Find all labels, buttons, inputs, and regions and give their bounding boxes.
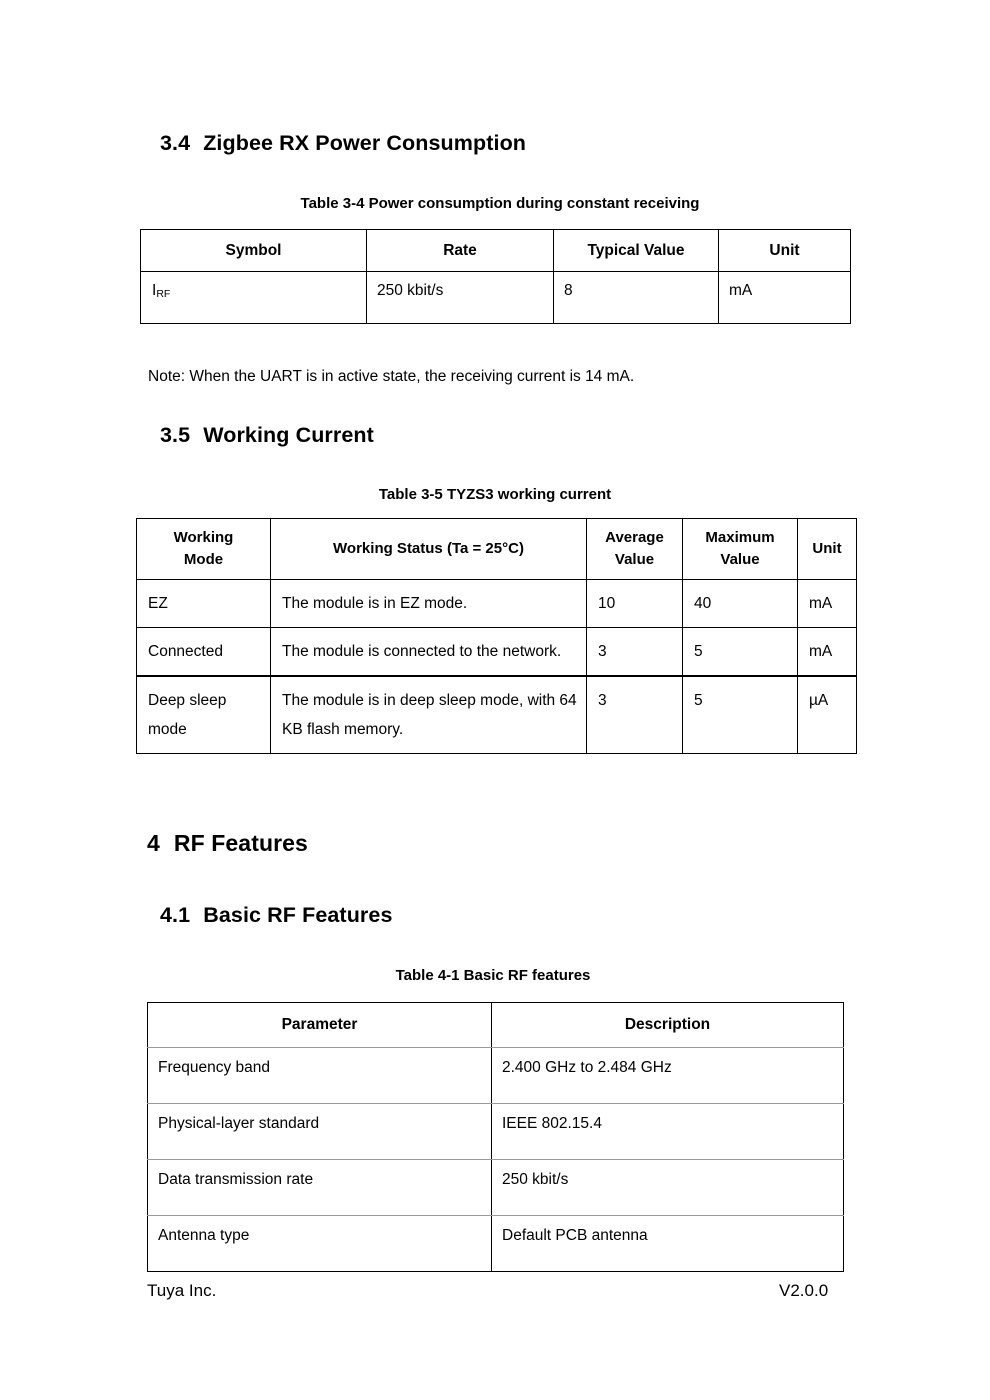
- heading-3-4-title: Zigbee RX Power Consumption: [203, 131, 527, 155]
- cell-working-mode: Connected: [137, 628, 271, 677]
- cell-description: 2.400 GHz to 2.484 GHz: [492, 1048, 844, 1104]
- cell-unit: mA: [798, 628, 857, 677]
- heading-4-number: 4: [147, 830, 160, 856]
- th-working-status: Working Status (Ta = 25°C): [271, 519, 587, 580]
- heading-4-title: RF Features: [173, 830, 308, 856]
- cell-parameter: Data transmission rate: [148, 1160, 492, 1216]
- caption-table-3-5: Table 3-5 TYZS3 working current: [378, 486, 612, 503]
- th-description: Description: [492, 1003, 844, 1048]
- th-average-line1: Average: [605, 529, 664, 546]
- cell-working-status: The module is in deep sleep mode, with 64 KB flash memory.: [271, 676, 587, 754]
- table-row: [148, 1160, 844, 1216]
- cell-working-mode: Deep sleep mode: [137, 676, 271, 754]
- cell-average-value: 10: [587, 580, 683, 628]
- table-row-header: [148, 1003, 844, 1048]
- symbol-base: I: [152, 282, 157, 299]
- cell-typical-value: 8: [554, 272, 719, 324]
- symbol-subscript: RF: [156, 288, 171, 301]
- cell-average-value: 3: [587, 676, 683, 754]
- th-maximum-value: [683, 519, 798, 580]
- cell-parameter: Physical-layer standard: [148, 1104, 492, 1160]
- cell-maximum-value: 5: [683, 676, 798, 754]
- table-row: [148, 1104, 844, 1160]
- note-uart-active: Note: When the UART is in active state, the receiving current is 14 mA.: [148, 368, 635, 385]
- th-rate: Rate: [367, 230, 554, 272]
- th-maximum-line2: Value: [720, 551, 760, 568]
- th-average-line2: Value: [614, 551, 655, 568]
- cell-maximum-value: 40: [683, 580, 798, 628]
- table-row: [148, 1048, 844, 1104]
- cell-unit: µA: [798, 676, 857, 754]
- heading-3-5-title: Working Current: [203, 423, 374, 447]
- table-row: [148, 1216, 844, 1272]
- table-4-1: [147, 1002, 844, 1272]
- th-maximum-line1: Maximum: [705, 529, 775, 546]
- table-row: [137, 676, 857, 754]
- cell-description: 250 kbit/s: [492, 1160, 844, 1216]
- table-3-5: [136, 518, 857, 754]
- cell-parameter: Antenna type: [148, 1216, 492, 1272]
- heading-3-4: [160, 131, 526, 156]
- cell-symbol: [141, 272, 367, 324]
- th-working-mode: [137, 519, 271, 580]
- heading-4: [147, 830, 308, 857]
- heading-4-1: [160, 903, 393, 928]
- cell-description: IEEE 802.15.4: [492, 1104, 844, 1160]
- table-row: [137, 628, 857, 677]
- caption-table-4-1: Table 4-1 Basic RF features: [395, 967, 591, 984]
- caption-table-3-4: Table 3-4 Power consumption during constant receiving: [300, 195, 700, 212]
- table-row-header: [141, 230, 851, 272]
- table-row: [137, 580, 857, 628]
- heading-3-5: [160, 423, 374, 448]
- th-working-mode-line2: Mode: [183, 551, 224, 568]
- th-average-value: [587, 519, 683, 580]
- cell-unit: mA: [798, 580, 857, 628]
- heading-3-4-number: 3.4: [160, 131, 191, 155]
- footer-version: V2.0.0: [779, 1281, 829, 1300]
- th-unit: Unit: [719, 230, 851, 272]
- cell-description: Default PCB antenna: [492, 1216, 844, 1272]
- heading-4-1-number: 4.1: [160, 903, 191, 927]
- th-symbol: Symbol: [141, 230, 367, 272]
- cell-rate: 250 kbit/s: [367, 272, 554, 324]
- cell-average-value: 3: [587, 628, 683, 677]
- table-row-header: [137, 519, 857, 580]
- cell-maximum-value: 5: [683, 628, 798, 677]
- table-3-4: [140, 229, 851, 324]
- th-typical-value: Typical Value: [554, 230, 719, 272]
- table-row: [141, 272, 851, 324]
- footer-company: Tuya Inc.: [147, 1281, 217, 1300]
- cell-parameter: Frequency band: [148, 1048, 492, 1104]
- heading-4-1-title: Basic RF Features: [203, 903, 393, 927]
- th-unit: Unit: [798, 519, 857, 580]
- cell-working-mode: EZ: [137, 580, 271, 628]
- heading-3-5-number: 3.5: [160, 423, 191, 447]
- cell-unit: mA: [719, 272, 851, 324]
- th-working-mode-line1: Working: [173, 529, 234, 546]
- th-parameter: Parameter: [148, 1003, 492, 1048]
- cell-working-status: The module is in EZ mode.: [271, 580, 587, 628]
- cell-working-status: The module is connected to the network.: [271, 628, 587, 677]
